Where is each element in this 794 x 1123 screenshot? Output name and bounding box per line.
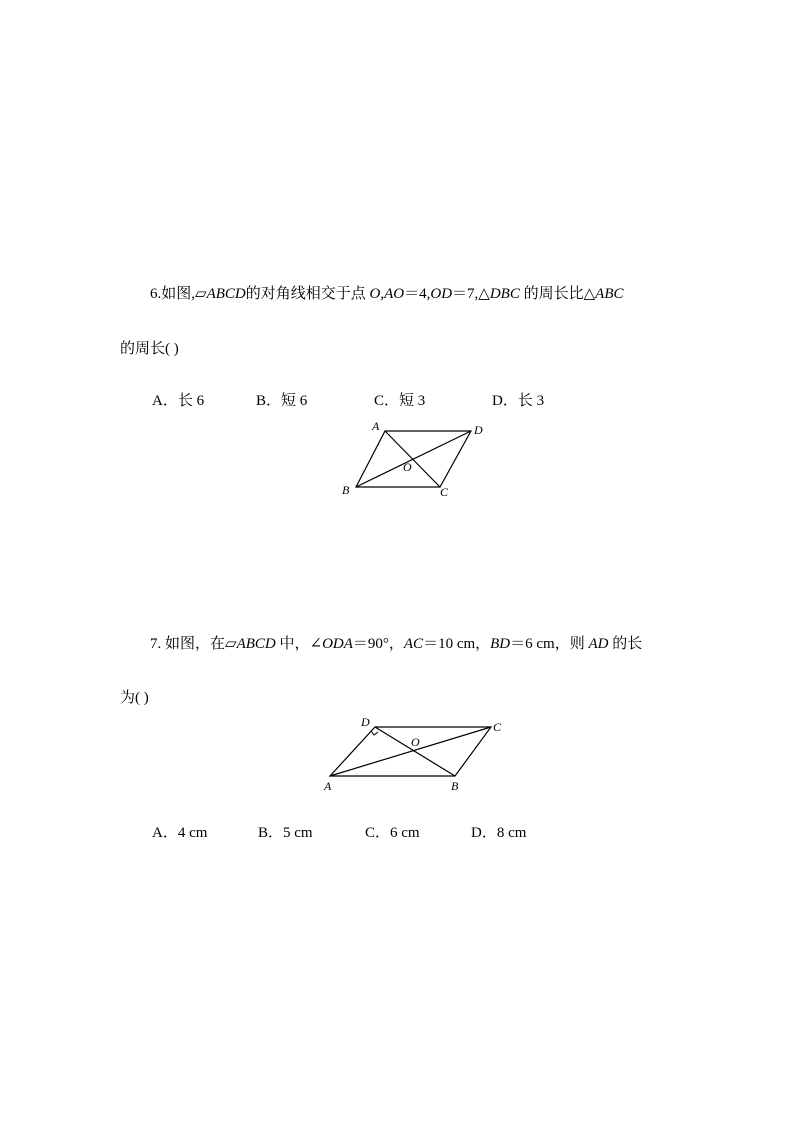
q6-stem-segment: O bbox=[369, 286, 381, 302]
q7-stem-segment: AD bbox=[588, 636, 609, 652]
q7-number: 7. bbox=[150, 636, 162, 652]
q7-stem-text bbox=[161, 636, 642, 652]
q7-label-d: D bbox=[361, 715, 370, 729]
q6-stem-segment: OD bbox=[430, 286, 453, 302]
q7-stem-segment: ＝6 cm，则 bbox=[510, 636, 589, 652]
q7-stem-segment: ▱ bbox=[225, 636, 237, 652]
q7-option-a[interactable]: A．4 cm bbox=[152, 825, 208, 841]
q6-stem-line2: 的周长( ) bbox=[120, 341, 179, 357]
q6-option-b[interactable]: B．短 6 bbox=[256, 393, 308, 409]
q6-option-a[interactable]: A．长 6 bbox=[152, 393, 205, 409]
q6-stem-segment: AO bbox=[384, 286, 405, 302]
q6-label-b: B bbox=[342, 483, 350, 497]
q7-option-b[interactable]: B．5 cm bbox=[258, 825, 313, 841]
q6-label-d: D bbox=[474, 423, 483, 437]
q7-stem-segment: 如图，在 bbox=[161, 636, 226, 652]
q7-stem-segment: ＝10 cm， bbox=[423, 636, 491, 652]
q7-label-a: A bbox=[324, 779, 332, 793]
q6-stem-segment: △ bbox=[583, 286, 596, 302]
q7-right-angle-mark bbox=[371, 731, 378, 735]
q7-stem-segment: ＝90°， bbox=[352, 636, 404, 652]
q7-label-o: O bbox=[411, 735, 420, 749]
q6-stem-segment: ＝7, bbox=[452, 286, 479, 302]
q6-stem-segment: ABCD bbox=[206, 286, 246, 302]
q7-stem-segment: 的长 bbox=[608, 636, 643, 652]
q6-option-d[interactable]: D．长 3 bbox=[492, 393, 545, 409]
q6-diagonal-bd bbox=[356, 431, 471, 487]
q6-label-c: C bbox=[440, 485, 449, 499]
q7-stem-segment: ODA bbox=[322, 636, 353, 652]
q7-stem-segment: 中，∠ bbox=[275, 636, 323, 652]
q6-stem-segment: , bbox=[380, 286, 385, 302]
q6-stem-segment: 如图, bbox=[161, 286, 196, 302]
q6-option-c[interactable]: C．短 3 bbox=[374, 393, 426, 409]
q7-stem-line1 bbox=[150, 634, 642, 654]
q7-stem-segment: AC bbox=[403, 636, 424, 652]
q6-number: 6. bbox=[150, 286, 162, 302]
q6-stem-segment: △ bbox=[478, 286, 490, 302]
q6-stem-segment: 的周长比 bbox=[519, 286, 584, 302]
q7-stem-segment: BD bbox=[490, 636, 511, 652]
q7-option-d[interactable]: D．8 cm bbox=[471, 825, 527, 841]
q7-label-b: B bbox=[451, 779, 459, 793]
q6-stem-segment: DBC bbox=[489, 286, 520, 302]
q6-label-a: A bbox=[372, 419, 380, 433]
q6-stem-segment: ▱ bbox=[195, 286, 207, 302]
q7-label-c: C bbox=[493, 720, 502, 734]
q6-stem-segment: 的对角线相交于点 bbox=[245, 286, 370, 302]
q6-stem-segment: ABC bbox=[595, 286, 624, 302]
q6-stem-segment: ＝4, bbox=[404, 286, 431, 302]
q7-option-c[interactable]: C．6 cm bbox=[365, 825, 420, 841]
q6-label-o: O bbox=[403, 460, 412, 474]
q7-stem-segment: ABCD bbox=[236, 636, 276, 652]
q7-stem-line2: 为( ) bbox=[120, 690, 149, 706]
